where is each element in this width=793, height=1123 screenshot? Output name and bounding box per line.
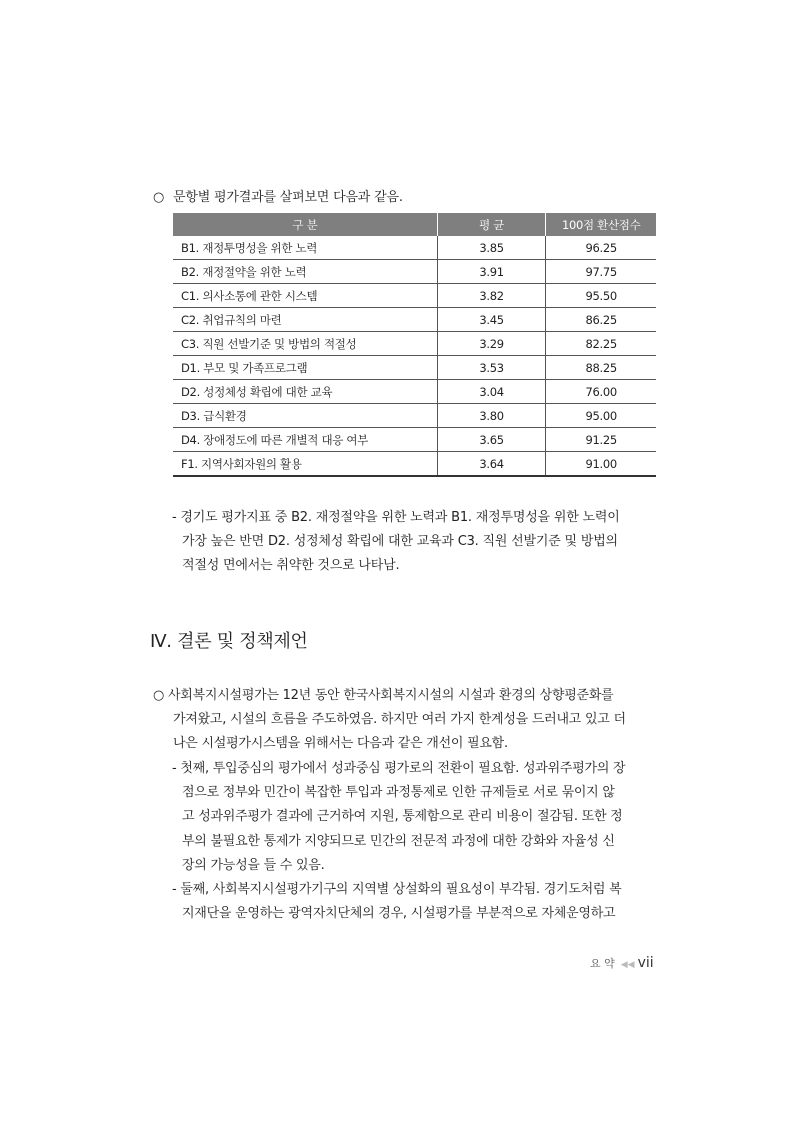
page-footer — [590, 955, 654, 971]
row-item: C1. 의사소통에 관한 시스템 — [173, 284, 437, 308]
table-header-row — [173, 213, 656, 236]
header-average: 평 균 — [437, 213, 546, 236]
row-score: 86.25 — [546, 308, 656, 332]
table-row — [173, 332, 656, 356]
row-average: 3.85 — [437, 236, 546, 260]
first-line: 점으로 정부와 민간이 복잡한 투입과 과정통제로 인한 규제들로 서로 묶이지 않 — [182, 785, 615, 801]
table-row — [173, 404, 656, 428]
first-line: 장의 가능성을 들 수 있음. — [182, 857, 325, 873]
row-average: 3.45 — [437, 308, 546, 332]
second-line: 지재단을 운영하는 광역자치단체의 경우, 시설평가를 부분적으로 자체운영하고 — [182, 906, 616, 922]
row-score: 82.25 — [546, 332, 656, 356]
second-point — [172, 878, 621, 926]
first-line: 고 성과위주평가 결과에 근거하여 지원, 통제함으로 관리 비용이 절감됨. 또한 정 — [182, 809, 623, 825]
conclusion-line: 나은 시설평가시스템을 위해서는 다음과 같은 개선이 필요함. — [173, 736, 508, 752]
table-row — [173, 452, 656, 477]
intro-bullet: ○ — [153, 190, 165, 205]
intro-line — [153, 186, 403, 205]
table-row — [173, 356, 656, 380]
row-score: 95.00 — [546, 404, 656, 428]
header-score: 100점 환산점수 — [546, 213, 656, 236]
row-item: D2. 성정체성 확립에 대한 교육 — [173, 380, 437, 404]
row-item: B2. 재정절약을 위한 노력 — [173, 260, 437, 284]
row-score: 76.00 — [546, 380, 656, 404]
note-line: 적절성 면에서는 취약한 것으로 나타남. — [182, 558, 400, 573]
intro-text: 문항별 평가결과를 살펴보면 다음과 같음. — [173, 190, 403, 205]
row-average: 3.04 — [437, 380, 546, 404]
conclusion-line: 가져왔고, 시설의 흐름을 주도하였음. 하지만 여러 가지 한계성을 드러내고 있고 더 — [173, 712, 626, 728]
conclusion-paragraph — [153, 684, 626, 757]
note-line: - 경기도 평가지표 중 B2. 재정절약을 위한 노력과 B1. 재정투명성을 위한 노력이 — [172, 510, 620, 525]
row-item: B1. 재정투명성을 위한 노력 — [173, 236, 437, 260]
row-average: 3.29 — [437, 332, 546, 356]
row-average: 3.53 — [437, 356, 546, 380]
header-category: 구 분 — [173, 213, 437, 236]
first-line: 부의 불필요한 통제가 지양되므로 민간의 전문적 과정에 대한 강화와 자율성 신 — [182, 833, 615, 849]
table-row — [173, 260, 656, 284]
row-item: D3. 급식환경 — [173, 404, 437, 428]
row-item: C3. 직원 선발기준 및 방법의 적절성 — [173, 332, 437, 356]
first-point — [172, 757, 625, 878]
row-item: D1. 부모 및 가족프로그램 — [173, 356, 437, 380]
row-average: 3.80 — [437, 404, 546, 428]
double-arrow-left-icon: ◀◀ — [620, 960, 635, 970]
row-average: 3.91 — [437, 260, 546, 284]
row-score: 91.00 — [546, 452, 656, 477]
footer-label: 요 약 — [590, 957, 615, 970]
table-row — [173, 428, 656, 452]
table-row — [173, 380, 656, 404]
note-line: 가장 높은 반면 D2. 성정체성 확립에 대한 교육과 C3. 직원 선발기준 및 방법의 — [182, 534, 618, 549]
section-heading: Ⅳ. 결론 및 정책제언 — [150, 631, 308, 652]
row-item: D4. 장애정도에 따른 개별적 대응 여부 — [173, 428, 437, 452]
table-row — [173, 308, 656, 332]
row-average: 3.65 — [437, 428, 546, 452]
row-score: 96.25 — [546, 236, 656, 260]
row-score: 88.25 — [546, 356, 656, 380]
page-number: vii — [637, 955, 654, 971]
row-score: 95.50 — [546, 284, 656, 308]
analysis-note — [172, 506, 620, 578]
table-row — [173, 284, 656, 308]
table-row — [173, 236, 656, 260]
row-score: 91.25 — [546, 428, 656, 452]
second-line: - 둘째, 사회복지시설평가기구의 지역별 상설화의 필요성이 부각됨. 경기도처럼 복 — [172, 882, 622, 897]
row-item: F1. 지역사회자원의 활용 — [173, 452, 437, 477]
conclusion-line: ○ 사회복지시설평가는 12년 동안 한국사회복지시설의 시설과 환경의 상향평준화를 — [153, 688, 614, 703]
results-table — [173, 213, 656, 477]
row-item: C2. 취업규칙의 마련 — [173, 308, 437, 332]
row-score: 97.75 — [546, 260, 656, 284]
first-line: - 첫째, 투입중심의 평가에서 성과중심 평가로의 전환이 필요함. 성과위주평가의 장 — [172, 761, 626, 776]
row-average: 3.82 — [437, 284, 546, 308]
row-average: 3.64 — [437, 452, 546, 477]
